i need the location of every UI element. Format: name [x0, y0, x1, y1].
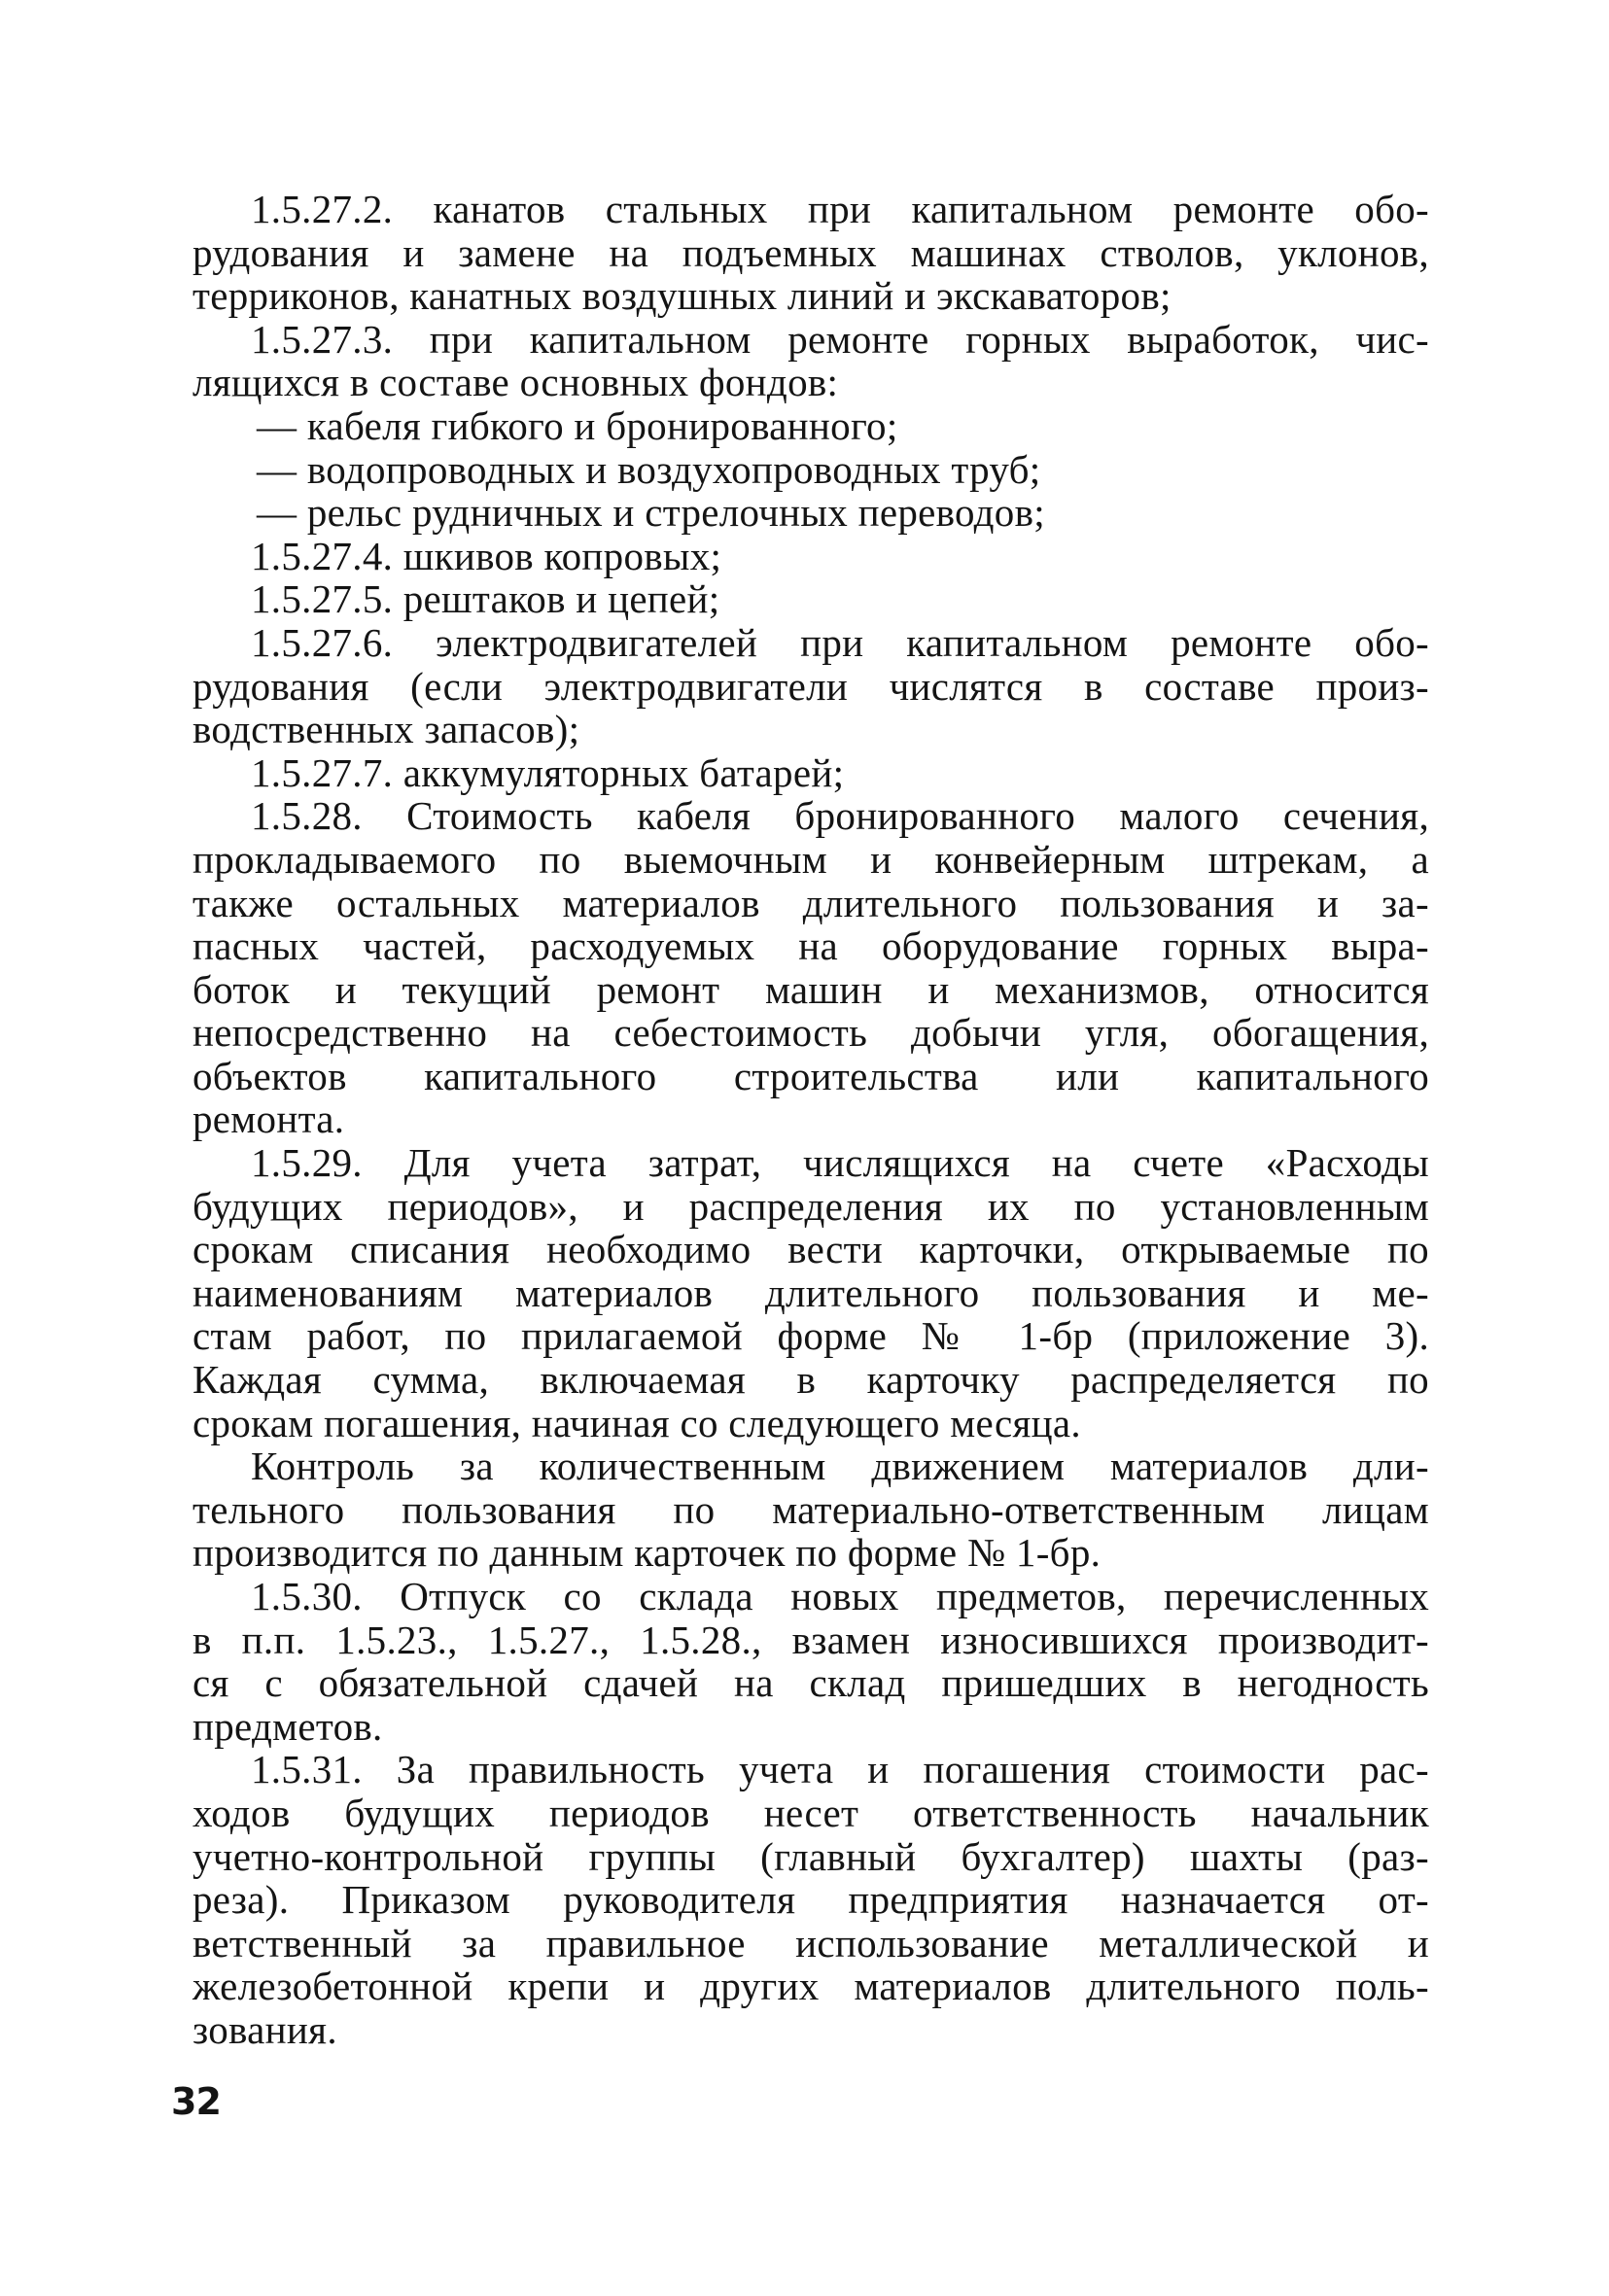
text-line: 1.5.27.7. аккумуляторных батарей;	[251, 749, 845, 795]
text-line: пасных частей, расходуемых на оборудование горных выра-	[192, 923, 1429, 969]
text-line: 1.5.27.6. электродвигателей при капитальном ремонте обо-	[251, 619, 1429, 665]
text-line: будущих периодов», и распределения их по установленным	[192, 1183, 1429, 1229]
text-line: ремонта.	[192, 1096, 345, 1142]
text-line: ся с обязательной сдачей на склад пришедших в негодность	[192, 1660, 1429, 1706]
text-line: тельного пользования по материально-ответственным лицам	[192, 1486, 1429, 1532]
text-line: производится по данным карточек по форме № 1-бр.	[192, 1530, 1102, 1576]
text-line: 1.5.27.4. шкивов копровых;	[251, 533, 722, 578]
list-item: — водопроводных и воздухопроводных труб;	[257, 446, 1041, 492]
text-line: 1.5.29. Для учета затрат, числящихся на счете «Расходы	[251, 1140, 1429, 1186]
text-line: стам работ, по прилагаемой форме № 1-бр (приложение 3).	[192, 1313, 1429, 1359]
text-line: срокам погашения, начиная со следующего месяца.	[192, 1400, 1081, 1445]
text-line: учетно-контрольной группы (главный бухгалтер) шахты (раз-	[192, 1833, 1429, 1879]
text-line: 1.5.30. Отпуск со склада новых предметов, перечисленных	[251, 1574, 1429, 1618]
text-line: предметов.	[192, 1703, 383, 1749]
text-line: боток и текущий ремонт машин и механизмов, относится	[192, 966, 1429, 1012]
list-item: — рельс рудничных и стрелочных переводов;	[257, 490, 1045, 536]
text-line: терриконов, канатных воздушных линий и экскаваторов;	[192, 273, 1172, 319]
text-line: срокам списания необходимо вести карточки, открываемые по	[192, 1227, 1429, 1272]
text-line: Контроль за количественным движением материалов дли-	[251, 1444, 1429, 1489]
text-line: реза). Приказом руководителя предприятия назначается от-	[192, 1877, 1429, 1923]
text-line: железобетонной крепи и других материалов длительного поль-	[192, 1964, 1429, 2009]
document-body	[192, 188, 1429, 2052]
text-line: непосредственно на себестоимость добычи угля, обогащения,	[192, 1010, 1429, 1056]
text-line: лящихся в составе основных фондов:	[192, 360, 839, 405]
text-line: 1.5.27.3. при капитальном ремонте горных выработок, чис-	[251, 316, 1429, 362]
text-line: рудования (если электродвигатели числятся в составе произ-	[192, 663, 1429, 709]
page-number: 32	[171, 2080, 221, 2123]
text-line: зования.	[192, 2006, 337, 2052]
text-line: также остальных материалов длительного пользования и за-	[192, 880, 1429, 925]
text-line: объектов капитального строительства или капитального	[192, 1053, 1429, 1098]
text-line: 1.5.27.2. канатов стальных при капитальном ремонте обо-	[251, 187, 1429, 231]
list-item: — кабеля гибкого и бронированного;	[257, 402, 898, 448]
text-line: Каждая сумма, включаемая в карточку распределяется по	[192, 1357, 1429, 1403]
text-line: 1.5.28. Стоимость кабеля бронированного малого сечения,	[251, 793, 1429, 839]
text-line: водственных запасов);	[192, 707, 580, 752]
text-line: ветственный за правильное использование металлической и	[192, 1920, 1429, 1966]
text-line: прокладываемого по выемочным и конвейерным штрекам, а	[192, 836, 1429, 882]
text-line: рудования и замене на подъемных машинах стволов, уклонов,	[192, 229, 1429, 275]
text-line: в п.п. 1.5.23., 1.5.27., 1.5.28., взамен износившихся производит-	[192, 1617, 1429, 1662]
text-line: ходов будущих периодов несет ответственность начальник	[192, 1790, 1429, 1835]
text-line: наименованиям материалов длительного пользования и ме-	[192, 1270, 1429, 1315]
text-line: 1.5.31. За правильность учета и погашения стоимости рас-	[251, 1747, 1429, 1792]
text-line: 1.5.27.5. рештаков и цепей;	[251, 576, 720, 622]
